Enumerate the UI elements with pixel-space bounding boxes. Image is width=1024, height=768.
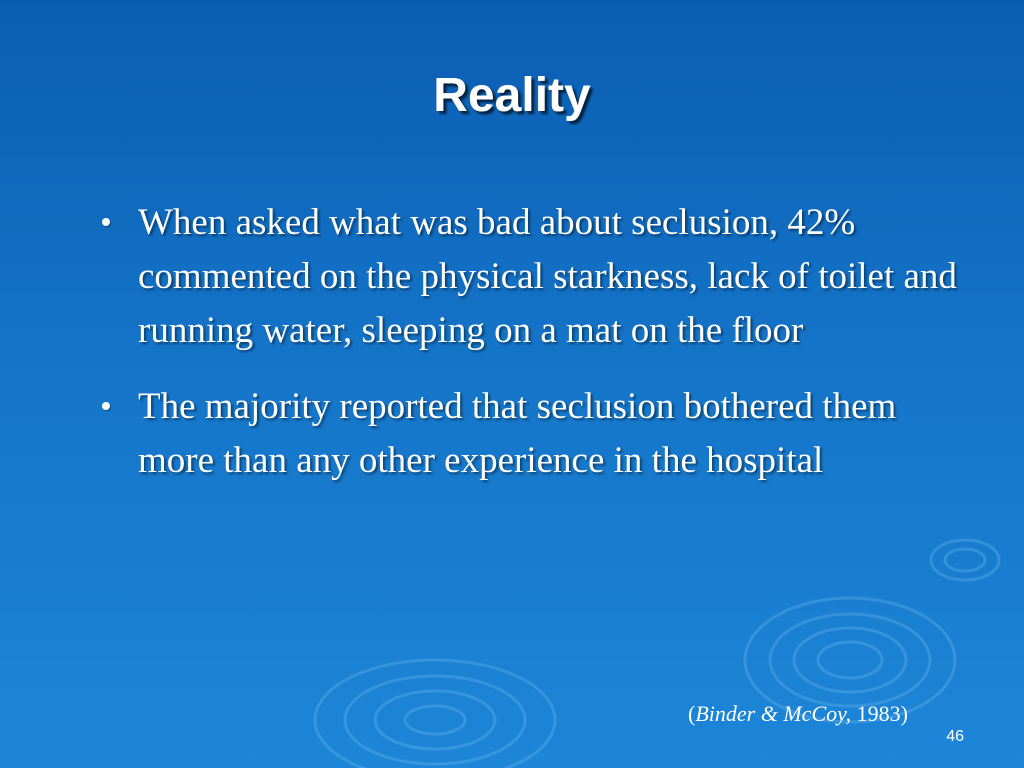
bullet-text: When asked what was bad about seclusion, 42% commented on the physical starkness, lack of toilet and running water, sleeping on a mat on the floor [138, 202, 957, 351]
bullet-icon [102, 218, 110, 226]
slide-title: Reality [433, 69, 591, 122]
bullet-text: The majority reported that seclusion bothered them more than any other experience in the hospital [138, 386, 897, 481]
slide-number: 46 [946, 728, 964, 745]
bullet-item [100, 196, 980, 358]
citation-open-paren: ( [688, 701, 696, 726]
bullet-item [100, 380, 980, 488]
citation [688, 700, 908, 728]
citation-authors: Binder & McCoy, [695, 701, 852, 726]
citation-year: 1983) [851, 701, 908, 726]
bullet-icon [102, 402, 110, 410]
bullet-list [100, 196, 980, 510]
